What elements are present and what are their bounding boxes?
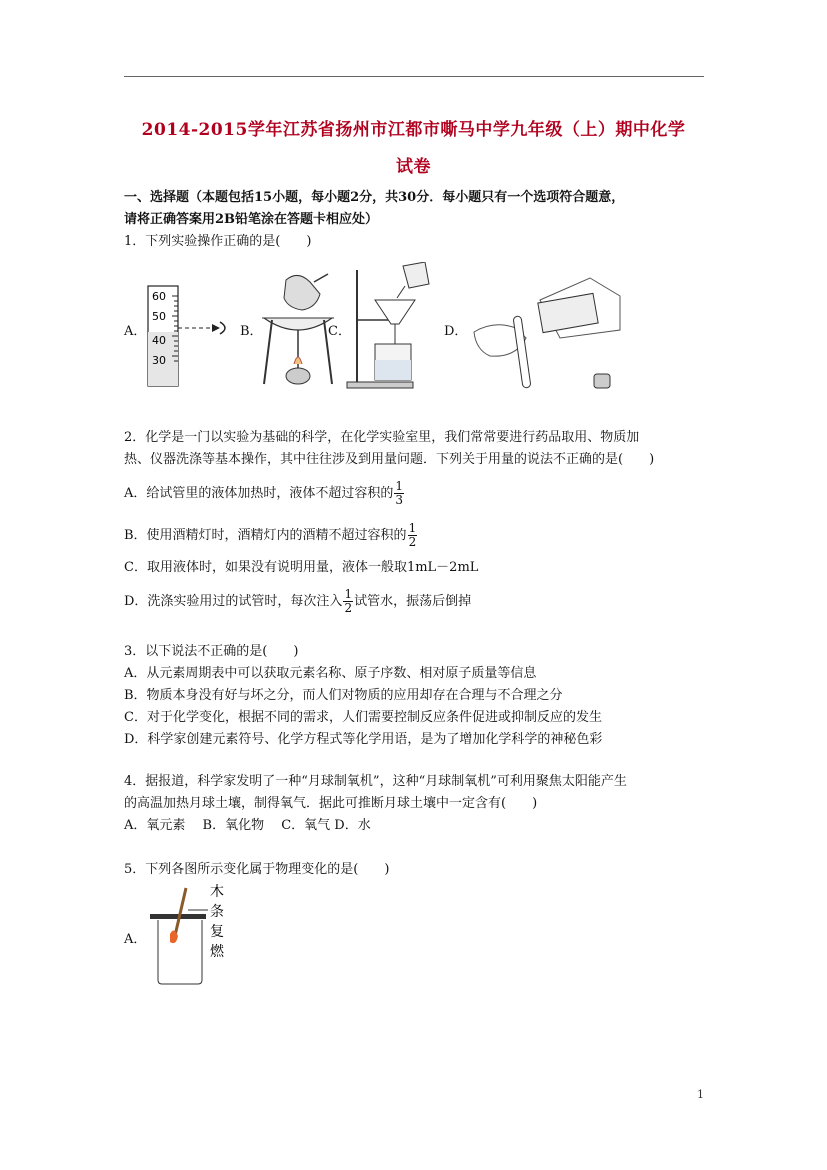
q2-option-a-text: A．给试管里的液体加热时，液体不超过容积的 (124, 486, 394, 501)
eye-icon (220, 322, 225, 334)
q1-option-d-label: D． (444, 324, 468, 339)
wood-splint-relight-figure (146, 884, 236, 988)
exam-title-line2: 试卷 (396, 157, 431, 177)
q3-stem: 3．以下说法不正确的是( ) (124, 644, 299, 659)
q2-stem-line2: 热、仪器洗涤等基本操作，其中往往涉及到用量问题．下列关于用量的说法不正确的是( ) (124, 452, 655, 467)
q4-stem-line1: 4．据报道，科学家发明了一种“月球制氧机”，这种“月球制氧机”可利用聚焦太阳能产生 (124, 774, 627, 789)
q2-option-b (124, 522, 418, 549)
q2-option-a (124, 480, 405, 507)
q1-option-a-label: A． (124, 324, 147, 339)
header-rule (124, 76, 704, 77)
section-heading-line2: 请将正确答案用2B铅笔涂在答题卡相应处） (124, 212, 379, 227)
cylinder-tick-50: 50 (152, 310, 166, 323)
q3-option-d: D．科学家创建元素符号、化学方程式等化学用语，是为了增加化学科学的神秘色彩 (124, 732, 603, 747)
q2-option-d-tail: 试管水，振荡后倒掉 (354, 594, 472, 609)
fraction-one-half: $\frac{1}{2}$ (344, 587, 353, 615)
q2-option-b-text: B．使用酒精灯时，酒精灯内的酒精不超过容积的 (124, 528, 407, 543)
fig-label-char-1: 木 (210, 884, 224, 900)
q1-stem: 1．下列实验操作正确的是( ) (124, 234, 312, 249)
fraction-one-half: $\frac{1}{2}$ (408, 521, 417, 549)
q3-option-a: A．从元素周期表中可以获取元素名称、原子序数、相对原子质量等信息 (124, 666, 537, 681)
q4-options: A．氧元素 B．氧化物 C．氧气 D．水 (124, 818, 371, 833)
fig-label-char-3: 复 (210, 924, 224, 940)
cylinder-tick-30: 30 (152, 354, 166, 367)
evaporating-dish-figure (258, 268, 338, 393)
filtration-figure (345, 262, 445, 392)
q5-stem: 5．下列各图所示变化属于物理变化的是( ) (124, 862, 390, 877)
fig-label-char-4: 燃 (210, 944, 224, 960)
section-heading-line1: 一、选择题（本题包括15小题，每小题2分，共30分．每小题只有一个选项符合题意， (124, 190, 625, 205)
graduated-cylinder-figure (142, 282, 232, 392)
arrow-icon (212, 324, 220, 332)
page-number: 1 (697, 1088, 704, 1101)
q3-option-b: B．物质本身没有好与坏之分，而人们对物质的应用却存在合理与不合理之分 (124, 688, 563, 703)
q2-option-d (124, 588, 471, 615)
q2-stem-line1: 2．化学是一门以实验为基础的科学，在化学实验室里，我们常常要进行药品取用、物质加 (124, 430, 640, 445)
q2-option-d-text: D．洗涤实验用过的试管时，每次注入 (124, 594, 343, 609)
pouring-liquid-figure (470, 262, 635, 394)
exam-title-line1: 2014-2015学年江苏省扬州市江都市嘶马中学九年级（上）期中化学 (141, 120, 686, 140)
q4-stem-line2: 的高温加热月球土壤，制得氧气．据此可推断月球土壤中一定含有( ) (124, 796, 538, 811)
q1-option-c-label: C． (328, 324, 351, 339)
q5-option-a-label: A． (124, 932, 147, 947)
cylinder-tick-60: 60 (152, 290, 166, 303)
fraction-one-third: $\frac{1}{3}$ (395, 479, 404, 507)
q1-option-b-label: B． (240, 324, 263, 339)
q3-option-c: C．对于化学变化，根据不同的需求，人们需要控制反应条件促进或抑制反应的发生 (124, 710, 602, 725)
fig-label-char-2: 条 (210, 904, 224, 920)
cylinder-tick-40: 40 (152, 334, 166, 347)
q2-option-c: C．取用液体时，如果没有说明用量，液体一般取1mL－2mL (124, 560, 479, 575)
